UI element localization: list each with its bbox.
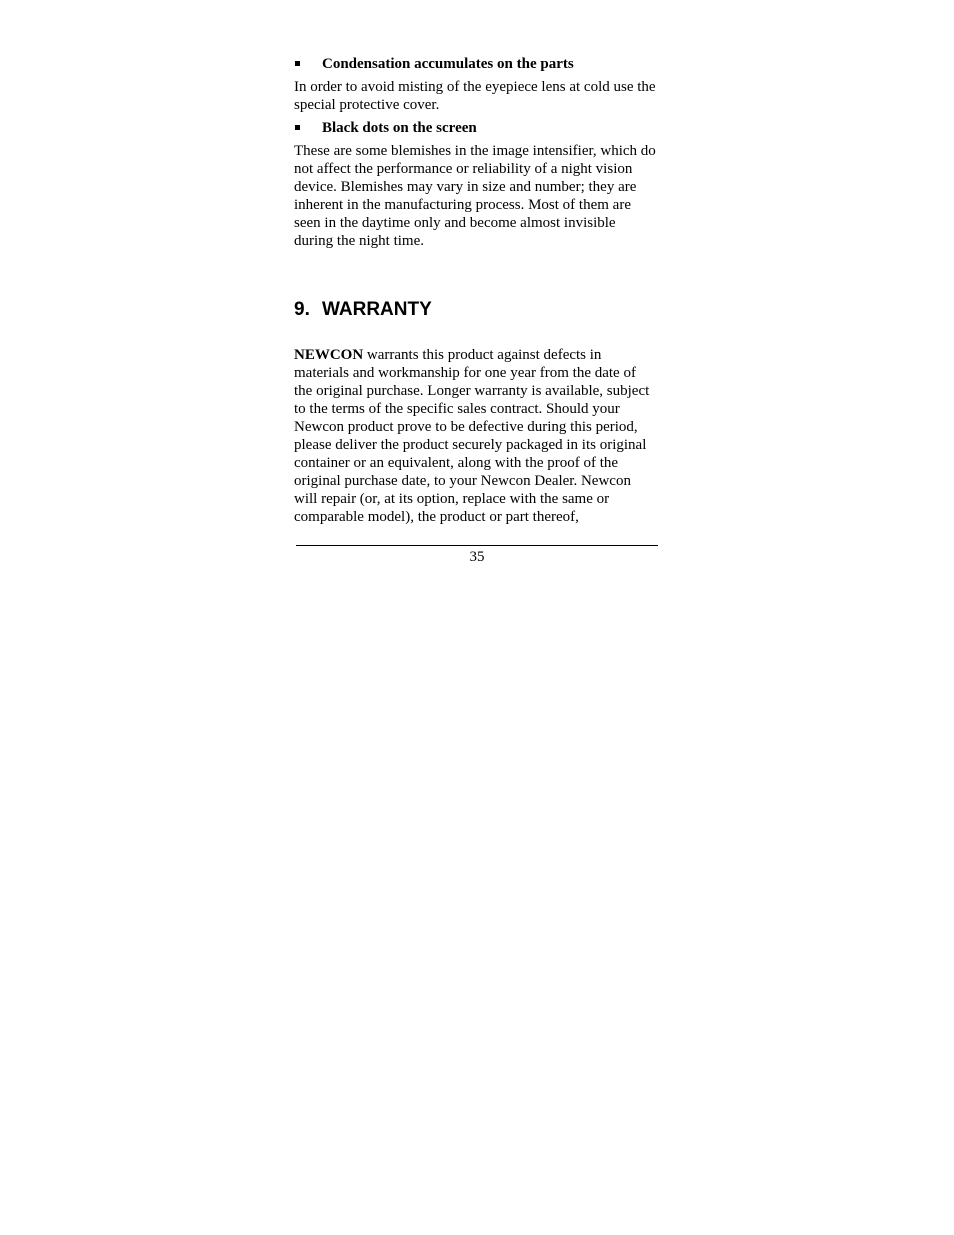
square-bullet-icon xyxy=(295,61,300,66)
warranty-paragraph xyxy=(294,346,658,526)
page-content xyxy=(294,55,658,526)
section-number: 9. xyxy=(294,299,310,320)
page-number: 35 xyxy=(469,549,485,565)
condensation-heading-text: Condensation accumulates on the parts xyxy=(322,56,574,72)
black-dots-heading-text: Black dots on the screen xyxy=(322,120,477,136)
brand-name: NEWCON xyxy=(294,347,364,363)
section-title: WARRANTY xyxy=(322,299,432,320)
square-bullet-icon xyxy=(295,125,300,130)
footer-divider xyxy=(296,545,658,546)
condensation-heading xyxy=(294,55,658,73)
black-dots-heading xyxy=(294,119,658,137)
condensation-paragraph: In order to avoid misting of the eyepiece lens at cold use the special protective cover. xyxy=(294,79,656,113)
warranty-text: warrants this product against defects in materials and workmanship for one year from the date of the original purchase. Longer warranty is available, subject to the terms of the specific sales contract. Should your Newcon product prove to be defective during this period, please deliver the product securely packaged in its original container or an equivalent, along with the proof of the original purchase date, to your Newcon Dealer. Newcon will repair (or, at its option, replace with the same or comparable model), the product or part thereof, xyxy=(294,347,650,525)
black-dots-paragraph: These are some blemishes in the image intensifier, which do not affect the performance or reliability of a night vision device. Blemishes may vary in size and number; they are inherent in the manufacturing process. Most of them are seen in the daytime only and become almost invisible during the night time. xyxy=(294,143,656,249)
section-heading xyxy=(294,299,658,321)
